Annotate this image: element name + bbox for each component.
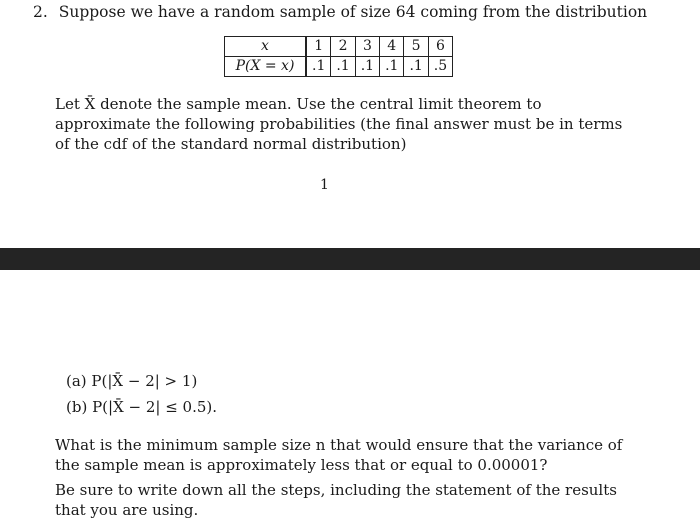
table-cell-p: .1 (380, 57, 404, 77)
table-cell-p: .1 (306, 57, 331, 77)
table-cell-x: 6 (428, 37, 452, 57)
table-cell-x: 1 (306, 37, 331, 57)
distribution-table (224, 36, 453, 77)
table-cell-x: 5 (404, 37, 428, 57)
steps-instruction: Be sure to write down all the steps, including the statement of the results that you are using. (55, 481, 617, 519)
table-cell-p: .1 (355, 57, 379, 77)
table-header-p: P(X = x) (225, 57, 307, 77)
table-row-p (225, 57, 453, 77)
instructions-paragraph: Let X̄ denote the sample mean. Use the central limit theorem to approximate the following probabilities (the final answer must be in terms of the cdf of the standard normal distribution) (55, 95, 623, 153)
table-cell-p: .1 (331, 57, 355, 77)
page-divider-bar (0, 248, 700, 270)
question-intro-text: Suppose we have a random sample of size 64 coming from the distribution (58, 3, 648, 21)
part-a: (a) P(|X̄ − 2| > 1) (66, 372, 198, 390)
question-number: 2. (33, 3, 48, 21)
table-cell-x: 3 (355, 37, 379, 57)
table-header-x: x (225, 37, 307, 57)
table-cell-x: 4 (380, 37, 404, 57)
table-cell-p: .1 (404, 57, 428, 77)
table-cell-p: .5 (428, 57, 452, 77)
sample-size-question: What is the minimum sample size n that would ensure that the variance of the sample mean is approximately less that or equal to 0.00001? (55, 436, 623, 474)
page-number: 1 (320, 177, 329, 193)
table-row-x (225, 37, 453, 57)
part-b: (b) P(|X̄ − 2| ≤ 0.5). (66, 398, 218, 416)
question-intro (33, 3, 647, 21)
table-cell-x: 2 (331, 37, 355, 57)
